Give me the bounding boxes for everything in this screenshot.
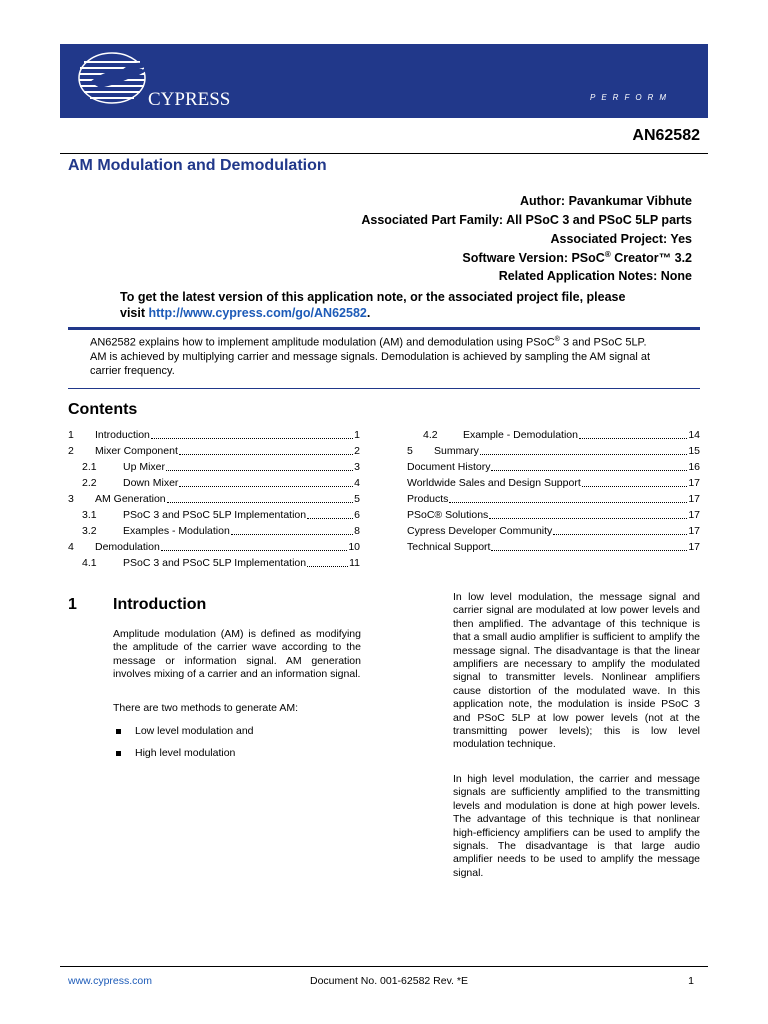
toc-leader-dots bbox=[491, 470, 687, 471]
toc-entry-number: 2.2 bbox=[82, 477, 97, 489]
toc-entry-number: 3.2 bbox=[82, 525, 97, 537]
toc-entry-label: Document History bbox=[407, 461, 491, 473]
toc-entry-page: 17 bbox=[688, 509, 700, 521]
section-number: 1 bbox=[68, 596, 77, 613]
toc-entry-page: 1 bbox=[354, 429, 360, 441]
toc-leader-dots bbox=[553, 534, 687, 535]
toc-entry-number: 4.1 bbox=[82, 557, 97, 569]
toc-leader-dots bbox=[491, 550, 687, 551]
footer-divider bbox=[60, 966, 708, 967]
toc-leader-dots bbox=[231, 534, 353, 535]
toc-entry-page: 17 bbox=[688, 493, 700, 505]
logo-text: CYPRESS bbox=[148, 89, 231, 110]
intro-right-paragraph-1: In low level modulation, the message signal and carrier signal are modulated at low power levels and then amplified. The advantage of this technique is that a small audio amplifier is sufficient to amplify the message signal. The disadvantage is that the linear amplifiers are necessary to amplify the modulated signal to transmitter levels. Nonlinear amplifiers cause distortion of the modulated wave. In this application note, the modulation is inside PSoC 3 and PSoC 5LP at low power levels (not at the transmitting power levels); this is low level modulation technique. bbox=[453, 591, 700, 751]
toc-entry-page: 16 bbox=[688, 461, 700, 473]
toc-entry-page: 5 bbox=[354, 493, 360, 505]
toc-entry-label: AM Generation bbox=[95, 493, 166, 505]
toc-entry-label: Technical Support bbox=[407, 541, 491, 553]
toc-leader-dots bbox=[489, 518, 687, 519]
toc-entry-page: 10 bbox=[348, 541, 360, 553]
toc-entry-label: Introduction bbox=[95, 429, 150, 441]
page-title: AM Modulation and Demodulation bbox=[68, 157, 327, 174]
cypress-logo bbox=[70, 48, 240, 114]
toc-leader-dots bbox=[167, 502, 354, 503]
toc-entry-label: Summary bbox=[434, 445, 479, 457]
toc-entry-page: 11 bbox=[349, 557, 360, 569]
toc-leader-dots bbox=[161, 550, 348, 551]
toc-entry-page: 17 bbox=[688, 541, 700, 553]
toc-entry-label: Example - Demodulation bbox=[463, 429, 578, 441]
toc-leader-dots bbox=[307, 518, 353, 519]
toc-entry-label: PSoC 3 and PSoC 5LP Implementation bbox=[123, 509, 307, 521]
toc-leader-dots bbox=[449, 502, 687, 503]
toc-entry[interactable] bbox=[68, 523, 360, 539]
toc-entry-label: Products bbox=[407, 493, 449, 505]
toc-entry-number: 3 bbox=[68, 493, 74, 505]
toc-entry-page: 4 bbox=[354, 477, 360, 489]
toc-leader-dots bbox=[179, 486, 353, 487]
toc-leader-dots bbox=[151, 438, 353, 439]
toc-entry[interactable] bbox=[407, 491, 700, 507]
toc-entry-number: 4.2 bbox=[423, 429, 438, 441]
toc-entry[interactable] bbox=[407, 475, 700, 491]
section-title: Introduction bbox=[113, 596, 207, 613]
toc-entry[interactable] bbox=[407, 523, 700, 539]
footer-document-number: Document No. 001-62582 Rev. *E bbox=[310, 975, 468, 987]
toc-entry-page: 8 bbox=[354, 525, 360, 537]
toc-leader-dots bbox=[179, 454, 353, 455]
software-version-line: Software Version: PSoC® Creator™ 3.2 bbox=[462, 250, 692, 266]
intro-paragraph-1: Amplitude modulation (AM) is defined as modifying the amplitude of the carrier wave according to the message or information signal. AM generation involves mixing of a carrier and an information signal. bbox=[113, 628, 361, 681]
toc-entry-number: 1 bbox=[68, 429, 74, 441]
toc-entry-page: 17 bbox=[688, 525, 700, 537]
toc-leader-dots bbox=[480, 454, 687, 455]
part-family-line: Associated Part Family: All PSoC 3 and PSoC 5LP parts bbox=[361, 213, 692, 227]
toc-entry-label: PSoC® Solutions bbox=[407, 509, 489, 521]
intro-paragraph-2: There are two methods to generate AM: bbox=[113, 702, 299, 714]
toc-entry-number: 3.1 bbox=[82, 509, 97, 521]
toc-entry[interactable] bbox=[68, 459, 360, 475]
toc-entry-page: 3 bbox=[354, 461, 360, 473]
footer-url-link[interactable]: www.cypress.com bbox=[68, 975, 153, 987]
toc-entry-label: Demodulation bbox=[95, 541, 160, 553]
toc-entry-page: 6 bbox=[354, 509, 360, 521]
toc-entry[interactable] bbox=[407, 507, 700, 523]
bullet-icon bbox=[116, 729, 121, 734]
toc-entry[interactable] bbox=[407, 539, 700, 555]
toc-entry-page: 14 bbox=[688, 429, 700, 441]
toc-leader-dots bbox=[582, 486, 688, 487]
toc-entry-label: Examples - Modulation bbox=[123, 525, 230, 537]
toc-entry-label: PSoC 3 and PSoC 5LP Implementation bbox=[123, 557, 307, 569]
toc-entry-label: Up Mixer bbox=[123, 461, 166, 473]
toc-entry-label: Cypress Developer Community bbox=[407, 525, 553, 537]
footer-page-number: 1 bbox=[688, 975, 694, 987]
toc-entry-number: 5 bbox=[407, 445, 413, 457]
toc-entry-label: Down Mixer bbox=[123, 477, 179, 489]
toc-entry[interactable] bbox=[68, 491, 360, 507]
bullet-icon bbox=[116, 751, 121, 756]
toc-leader-dots bbox=[579, 438, 687, 439]
related-notes-line: Related Application Notes: None bbox=[498, 269, 692, 283]
toc-entry-label: Mixer Component bbox=[95, 445, 178, 457]
toc-leader-dots bbox=[307, 566, 348, 567]
toc-entry[interactable] bbox=[68, 443, 360, 459]
latest-version-notice: To get the latest version of this application note, or the associated project file, please visit http://www.cypress.com/go/AN62582. bbox=[120, 290, 626, 320]
toc-entry-number: 4 bbox=[68, 541, 74, 553]
toc-entry-label: Worldwide Sales and Design Support bbox=[407, 477, 581, 489]
toc-entry[interactable] bbox=[407, 427, 700, 443]
toc-entry-page: 15 bbox=[688, 445, 700, 457]
toc-entry[interactable] bbox=[68, 475, 360, 491]
toc-entry[interactable] bbox=[68, 539, 360, 555]
toc-entry-number: 2 bbox=[68, 445, 74, 457]
toc-entry[interactable] bbox=[68, 555, 360, 571]
toc-entry-number: 2.1 bbox=[82, 461, 97, 473]
toc-entry[interactable] bbox=[68, 507, 360, 523]
document-id: AN62582 bbox=[632, 127, 700, 144]
author-line: Author: Pavankumar Vibhute bbox=[519, 194, 692, 208]
intro-right-paragraph-2: In high level modulation, the carrier and message signals are sufficiently amplified to the transmitting levels and modulation is done at high power levels. The advantage of this technique is that nonlinear high-efficiency amplifiers can be used to amplify the signals. The disadvantage is that large audio amplifier needs to be used to amplify the message signal. bbox=[453, 773, 700, 879]
toc-entry[interactable] bbox=[68, 427, 360, 443]
toc-leader-dots bbox=[166, 470, 353, 471]
bullet-item: High level modulation bbox=[135, 747, 236, 759]
header-divider bbox=[60, 153, 708, 154]
toc-entry-page: 2 bbox=[354, 445, 360, 457]
toc-entry[interactable] bbox=[407, 443, 700, 459]
project-link[interactable]: http://www.cypress.com/go/AN62582 bbox=[148, 306, 367, 320]
toc-entry[interactable] bbox=[407, 459, 700, 475]
bullet-item: Low level modulation and bbox=[135, 725, 254, 737]
contents-heading: Contents bbox=[68, 401, 138, 418]
tagline: PERFORM bbox=[590, 93, 672, 102]
abstract-text: AN62582 explains how to implement amplitude modulation (AM) and demodulation using PSoC® 3 and PSoC 5LP. AM is achieved by multiplying carrier and message signals. Demodulation is achieved by sampling the AM signal at carrier frequency. bbox=[90, 336, 651, 377]
project-line: Associated Project: Yes bbox=[550, 232, 692, 246]
toc-entry-page: 17 bbox=[688, 477, 700, 489]
